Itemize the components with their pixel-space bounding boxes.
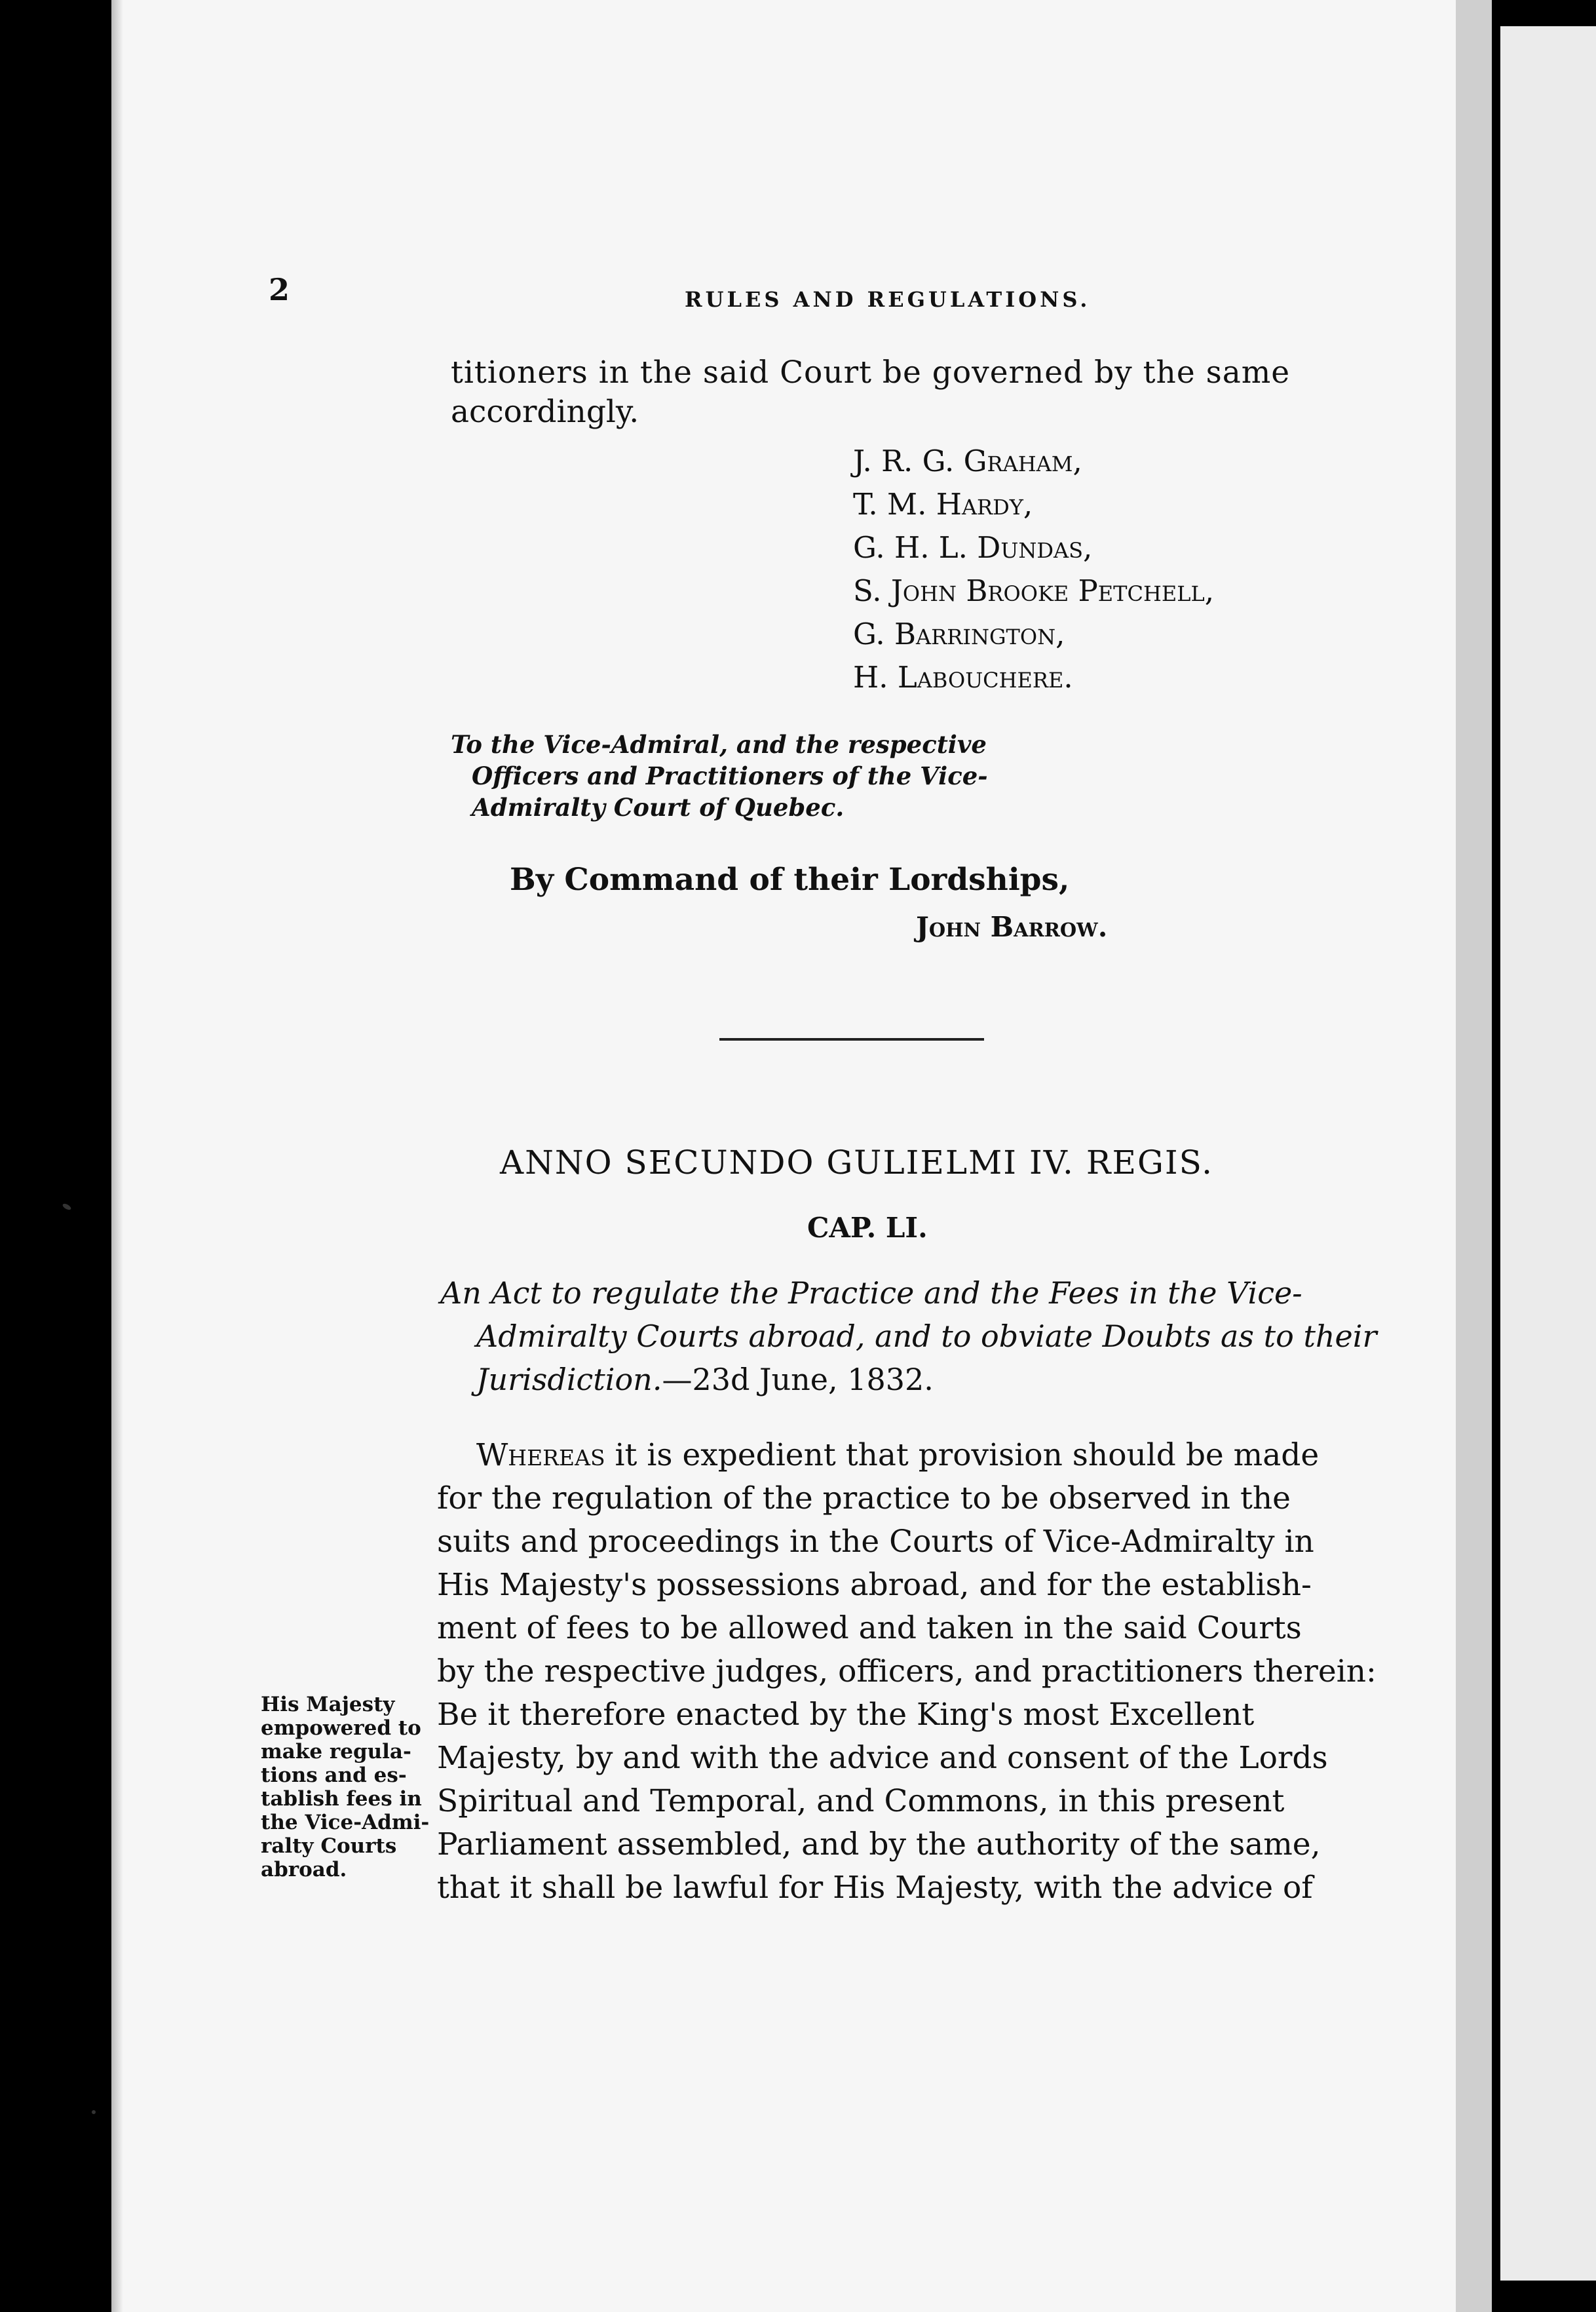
chapter-number: CAP. LI. (807, 1212, 928, 1244)
signatory: H. Labouchere. (853, 660, 1073, 695)
act-description-line: Admiralty Courts abroad, and to obviate Doubts as to their (476, 1319, 1377, 1354)
act-description (440, 1271, 1377, 1401)
body-line: for the regulation of the practice to be observed in the (437, 1480, 1291, 1516)
page-gutter (1456, 0, 1492, 2312)
body-line: Spiritual and Temporal, and Commons, in this present (437, 1783, 1285, 1819)
act-description-line (440, 1358, 1377, 1401)
signatory: S. John Brooke Petchell, (853, 573, 1215, 608)
body-line: suits and proceedings in the Courts of Vice-Admiralty in (437, 1524, 1314, 1560)
opening-word: Whereas (476, 1437, 605, 1473)
body-line: by the respective judges, officers, and practitioners therein: (437, 1653, 1377, 1689)
continuation-line: accordingly. (451, 394, 639, 430)
act-date: —23d June, 1832. (662, 1362, 934, 1397)
continuation-line: titioners in the said Court be governed by the same (451, 355, 1291, 391)
signatory: T. M. Hardy, (853, 487, 1033, 522)
body-line: Majesty, by and with the advice and consent of the Lords (437, 1740, 1328, 1776)
addressee-line: To the Vice-Admiral, and the respective (451, 730, 987, 759)
act-description-line: An Act to regulate the Practice and the Fees in the Vice- (440, 1275, 1302, 1311)
body-line (437, 1434, 1377, 1477)
addressee-line: Officers and Practitioners of the Vice- (472, 761, 988, 790)
addressee-line: Admiralty Court of Quebec. (472, 793, 845, 822)
marginal-note-line: tions and es- (261, 1763, 407, 1787)
marginal-note-line: make regula- (261, 1740, 411, 1763)
signatory: J. R. G. Graham, (853, 444, 1082, 478)
marginal-note-line: the Vice-Admi- (261, 1811, 430, 1834)
body-line: His Majesty's possessions abroad, and for the establish- (437, 1567, 1312, 1603)
act-title: ANNO SECUNDO GULIELMI IV. REGIS. (500, 1144, 1214, 1182)
body-line: Parliament assembled, and by the authority of the same, (437, 1826, 1321, 1862)
running-head: RULES AND REGULATIONS. (685, 287, 1091, 312)
section-divider (719, 1038, 984, 1041)
facing-page-edge (1500, 26, 1596, 2281)
page-edge-shadow (111, 0, 123, 2312)
signatory: G. H. L. Dundas, (853, 530, 1093, 565)
addressee-block (451, 729, 988, 823)
marginal-note-line: ralty Courts (261, 1834, 397, 1858)
marginal-note-line: His Majesty (261, 1693, 395, 1716)
marginal-note-line: tablish fees in (261, 1787, 422, 1811)
command-line: By Command of their Lordships, (510, 862, 1070, 898)
body-line: Be it therefore enacted by the King's most Excellent (437, 1697, 1255, 1733)
signatory-list (853, 440, 1214, 699)
marginal-note-line: abroad. (261, 1858, 347, 1881)
signatory: G. Barrington, (853, 617, 1065, 651)
act-description-text: Jurisdiction. (476, 1362, 662, 1397)
marginal-note (261, 1693, 429, 1881)
scan-speck (92, 2110, 96, 2114)
body-line-text: it is expedient that provision should be made (605, 1437, 1320, 1473)
page-number: 2 (269, 272, 290, 307)
act-body (437, 1434, 1377, 1910)
continuation-text (451, 351, 1290, 434)
body-line: ment of fees to be allowed and taken in the said Courts (437, 1610, 1302, 1646)
secretary-signature: John Barrow. (916, 911, 1108, 943)
body-line: that it shall be lawful for His Majesty, with the advice of (437, 1870, 1313, 1906)
marginal-note-line: empowered to (261, 1716, 421, 1740)
